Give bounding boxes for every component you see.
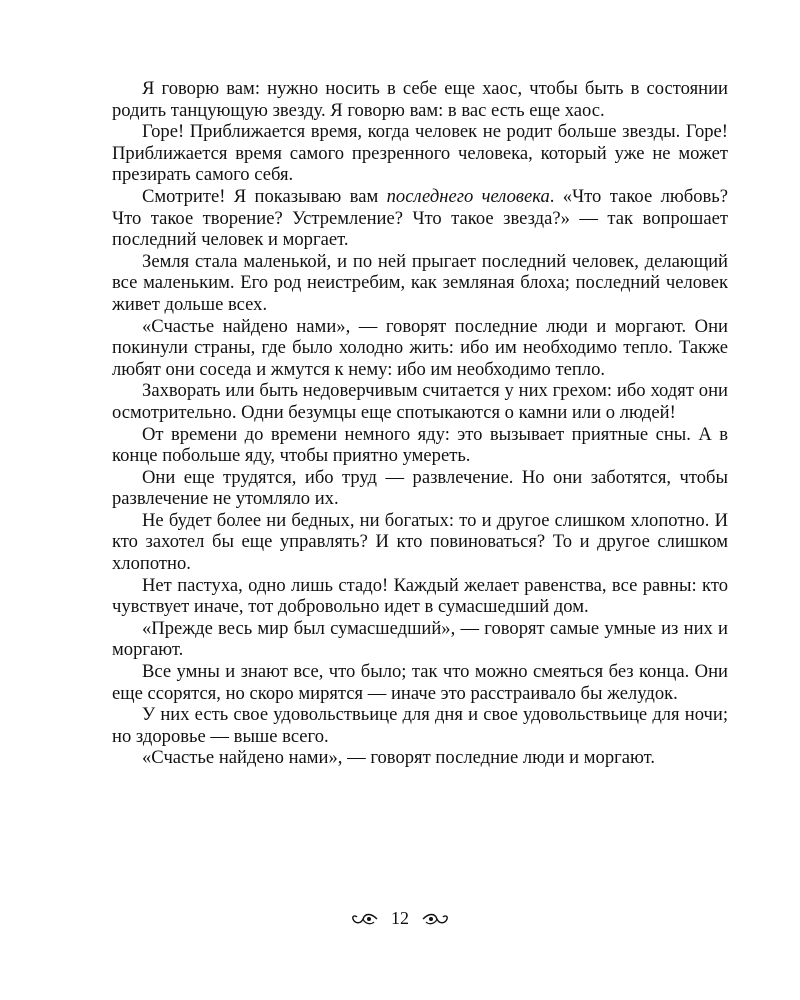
paragraph-14: «Счастье найдено нами», — говорят последние люди и моргают.: [142, 747, 656, 769]
paragraph-7: От времени до времени немного яду: это вызывает приятные сны. А в конце побольше яду, чтобы приятно умереть.: [112, 423, 728, 467]
paragraph-4: Земля стала маленькой, и по ней прыгает последний человек, делающий все маленьким. Его род неистребим, как земляная блоха; последний человек живет дольше всех.: [112, 250, 728, 315]
paragraph-3: [112, 186, 728, 251]
paragraph-3-rest: . «Что такое любовь? Что такое творение? Устремление? Что такое звезда?» — так вопрошает последний человек и моргает.: [112, 185, 729, 251]
paragraph-11: «Прежде весь мир был сумасшедший», — говорят самые умные из них и моргают.: [112, 617, 728, 661]
floral-ornament-icon: [349, 911, 379, 927]
paragraph-1: Я говорю вам: нужно носить в себе еще хаос, чтобы быть в состоянии родить танцующую звезду. Я говорю вам: в вас есть еще хаос.: [112, 78, 728, 121]
paragraph-5: «Счастье найдено нами», — говорят последние люди и моргают. Они покинули страны, где было холодно жить: ибо им необходимо тепло. Также любят они соседа и жмутся к нему: ибо им необходимо тепло.: [112, 315, 728, 380]
paragraph-12: Все умны и знают все, что было; так что можно смеяться без конца. Они еще ссорятся, но скоро мирятся — иначе это расстраивало бы желудок.: [112, 661, 728, 704]
page-footer: [0, 908, 800, 929]
paragraph-3-lead: Смотрите! Я показываю вам: [142, 185, 387, 207]
paragraph-8: Они еще трудятся, ибо труд — развлечение. Но они заботятся, чтобы развлечение не утомляло их.: [112, 466, 728, 510]
body-text: [112, 78, 728, 769]
emphasis-last-man: последнего человека: [386, 185, 550, 207]
paragraph-6: Захворать или быть недоверчивым считается у них грехом: ибо ходят они осмотрительно. Одни безумцы еще спотыкаются о камни или о людей!: [112, 380, 728, 423]
floral-ornament-icon: [421, 911, 451, 927]
page-number: 12: [391, 908, 409, 928]
paragraph-10: Нет пастуха, одно лишь стадо! Каждый желает равенства, все равны: кто чувствует иначе, тот добровольно идет в сумасшедший дом.: [112, 574, 728, 618]
paragraph-9: Не будет более ни бедных, ни богатых: то и другое слишком хлопотно. И кто захотел бы еще управлять? И кто повиноваться? То и другое слишком хлопотно.: [112, 509, 728, 575]
paragraph-2: Горе! Приближается время, когда человек не родит больше звезды. Горе! Приближается время самого презренного человека, который уже не может презирать самого себя.: [112, 121, 728, 186]
paragraph-13: У них есть свое удовольствьице для дня и свое удовольствьице для ночи; но здоровье — выше всего.: [112, 704, 728, 747]
